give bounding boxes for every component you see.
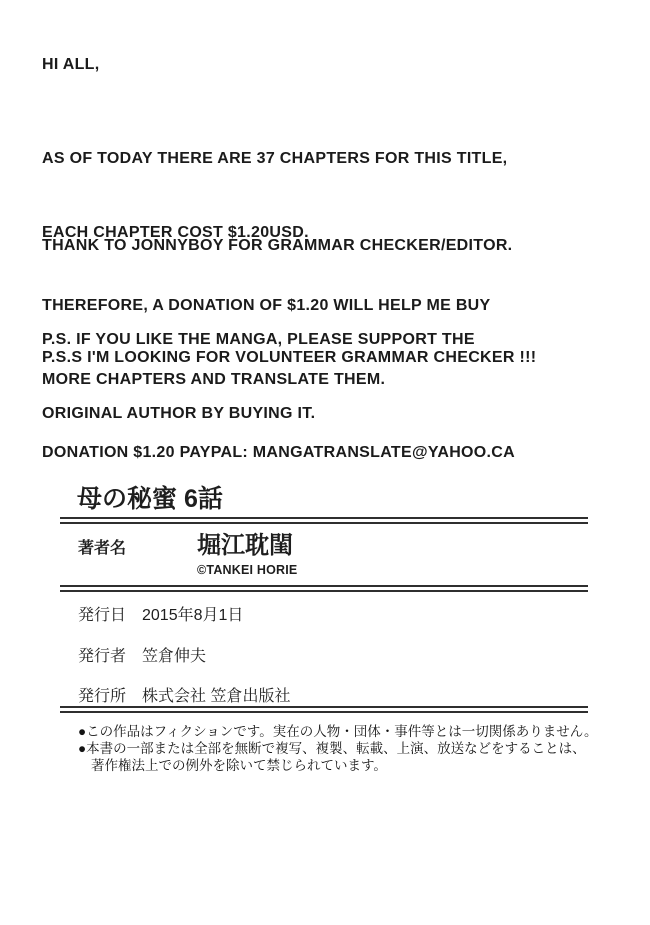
pss-line: P.S.S I'M LOOKING FOR VOLUNTEER GRAMMAR CHECKER !!! xyxy=(42,349,537,366)
publisher-person-label: 発行者 xyxy=(78,648,127,665)
divider-double-rule xyxy=(60,585,588,592)
author-name: 堀江耽閨 xyxy=(197,532,293,559)
disclaimer-line: 著作権法上での例外を除いて禁じられています。 xyxy=(91,758,387,773)
disclaimer xyxy=(78,723,603,774)
disclaimer-line: ●この作品はフィクションです。実在の人物・団体・事件等とは一切関係ありません。 xyxy=(78,724,598,739)
publication-date-label: 発行日 xyxy=(78,607,127,624)
disclaimer-line: ●本書の一部または全部を無断で複写、複製、転載、上演、放送などをすることは、 xyxy=(78,741,586,756)
author-label: 著者名 xyxy=(78,540,127,557)
note-line: EACH CHAPTER COST $1.20USD. xyxy=(42,223,309,241)
divider-double-rule xyxy=(60,517,588,524)
thanks-line: THANK TO JONNYBOY FOR GRAMMAR CHECKER/EDITOR. xyxy=(42,237,513,254)
publisher-person-value: 笠倉伸夫 xyxy=(142,648,207,665)
publishing-house-label: 発行所 xyxy=(78,688,127,705)
greeting-line: HI ALL, xyxy=(42,56,100,73)
paypal-address-line: DONATION $1.20 PAYPAL: MANGATRANSLATE@YAHOO.CA xyxy=(42,444,516,461)
publishing-house-value: 株式会社 笠倉出版社 xyxy=(142,688,291,705)
note-line: P.S. IF YOU LIKE THE MANGA, PLEASE SUPPORT THE xyxy=(42,331,475,348)
divider-double-rule xyxy=(60,706,588,713)
note-line: ORIGINAL AUTHOR BY BUYING IT. xyxy=(42,404,316,422)
copyright-credit: ©TANKEI HORIE xyxy=(197,563,298,577)
note-line: AS OF TODAY THERE ARE 37 CHAPTERS FOR THIS TITLE, xyxy=(42,150,508,167)
note-line: THEREFORE, A DONATION OF $1.20 WILL HELP ME BUY xyxy=(42,297,491,314)
publication-date-value: 2015年8月1日 xyxy=(142,607,244,624)
colophon-title: 母の秘蜜 6話 xyxy=(77,485,223,513)
note-line: MORE CHAPTERS AND TRANSLATE THEM. xyxy=(42,370,386,388)
